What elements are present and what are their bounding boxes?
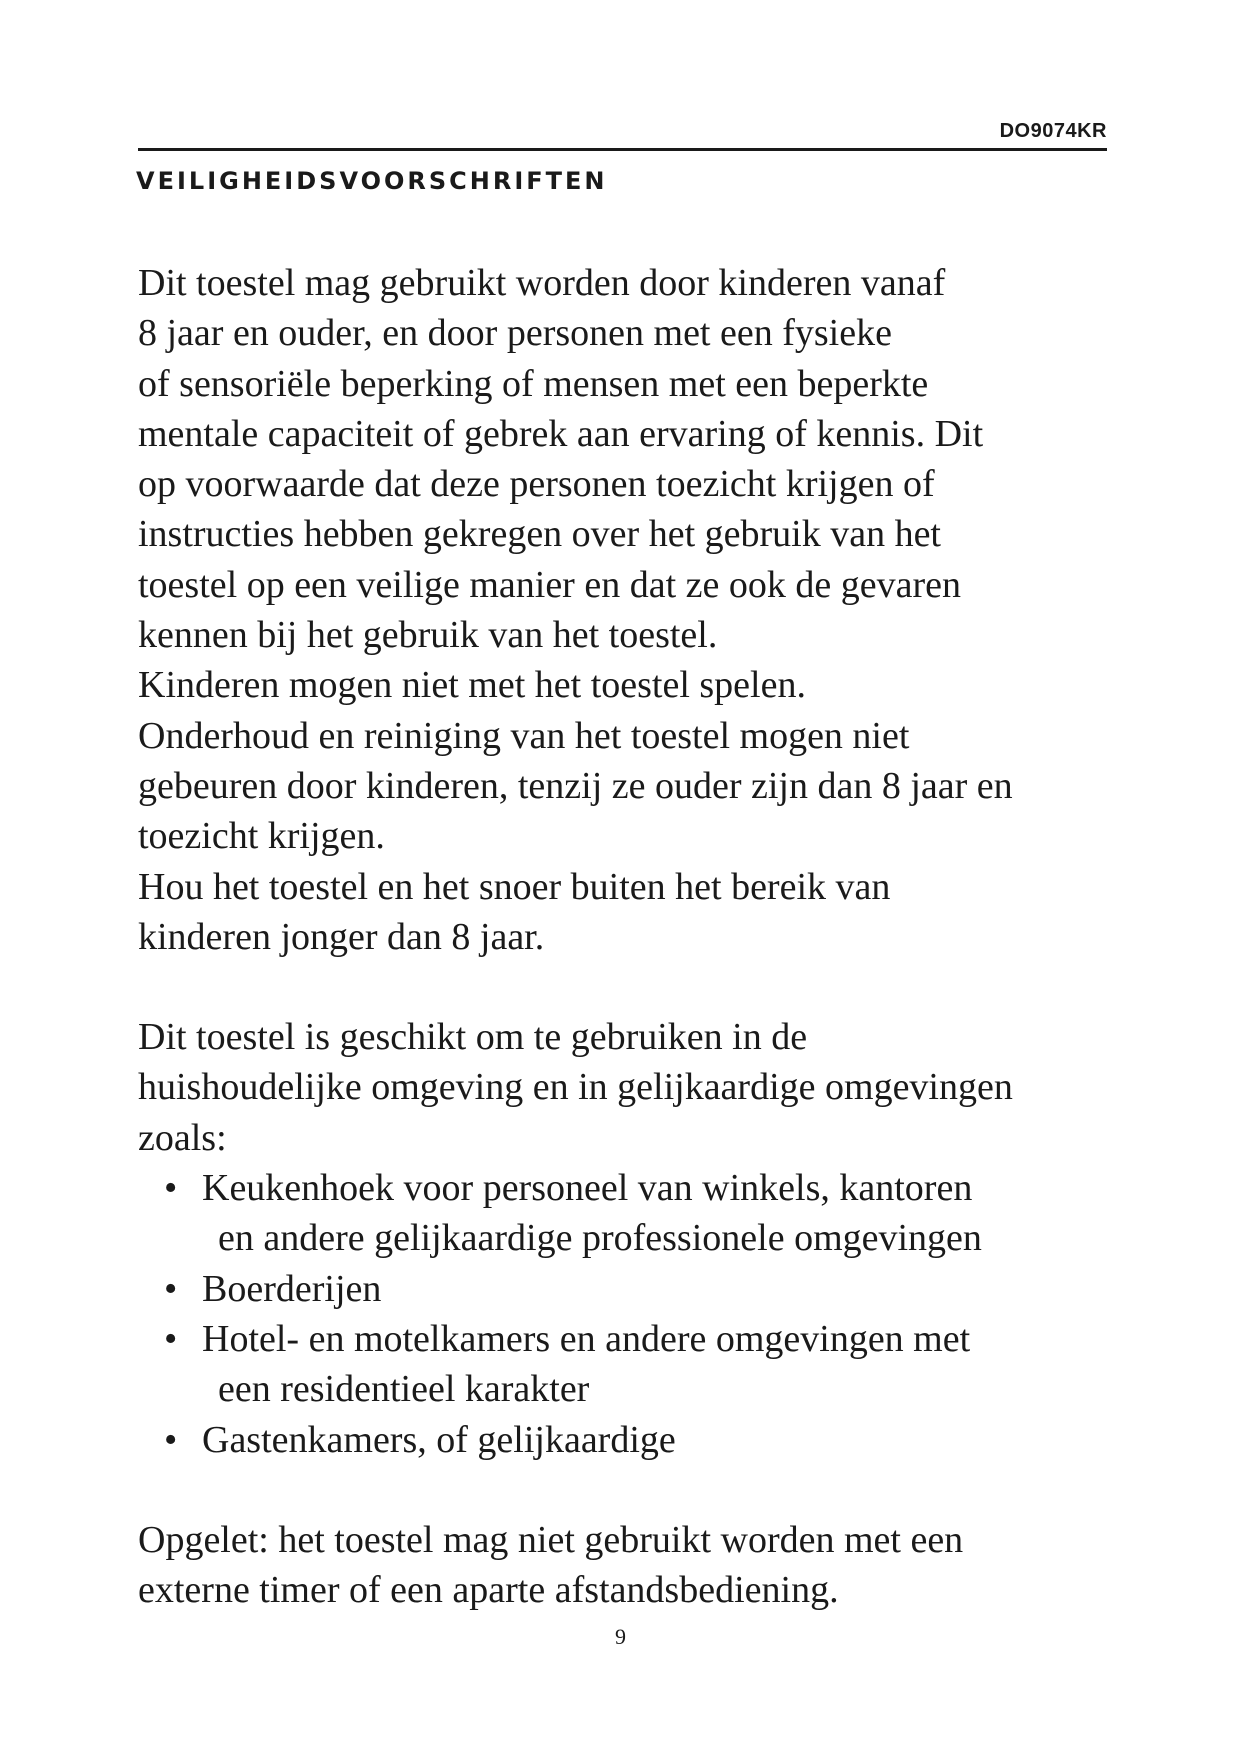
list-item-text: Keukenhoek voor personeel van winkels, kantoren	[202, 1167, 973, 1210]
paragraph-spacer	[138, 1465, 1118, 1515]
list-item	[138, 1163, 1118, 1264]
text-line: externe timer of een aparte afstandsbediening.	[138, 1569, 839, 1612]
list-item-continuation: een residentieel karakter	[218, 1368, 590, 1411]
page-number: 9	[615, 1624, 626, 1649]
text-line: op voorwaarde dat deze personen toezicht krijgen of	[138, 463, 935, 506]
model-code: DO9074KR	[999, 120, 1107, 142]
text-line: instructies hebben gekregen over het gebruik van het	[138, 513, 941, 556]
text-line: huishoudelijke omgeving en in gelijkaardige omgevingen	[138, 1066, 1013, 1109]
paragraph-usage-environments	[138, 1012, 1118, 1465]
text-line: Onderhoud en reiniging van het toestel mogen niet	[138, 714, 910, 757]
list-item-text: Hotel- en motelkamers en andere omgevingen met	[202, 1317, 971, 1360]
text-line: kennen bij het gebruik van het toestel.	[138, 614, 718, 657]
text-line: kinderen jonger dan 8 jaar.	[138, 915, 545, 958]
text-line: of sensoriële beperking of mensen met een beperkte	[138, 362, 929, 405]
bullet-icon: •	[164, 1418, 178, 1461]
bullet-icon: •	[164, 1267, 178, 1310]
text-line: toestel op een veilige manier en dat ze ook de gevaren	[138, 563, 961, 606]
page-content	[138, 258, 1118, 1615]
paragraph-safety-children	[138, 258, 1118, 962]
text-line: zoals:	[138, 1116, 227, 1159]
text-line: Dit toestel is geschikt om te gebruiken in de	[138, 1016, 808, 1059]
text-line: toezicht krijgen.	[138, 815, 385, 858]
page-title: veiligheidsvoorschriften	[136, 158, 608, 198]
list-item-continuation: en andere gelijkaardige professionele omgevingen	[218, 1217, 982, 1260]
text-line: 8 jaar en ouder, en door personen met een fysieke	[138, 312, 892, 355]
list-item	[138, 1314, 1118, 1415]
text-line: Opgelet: het toestel mag niet gebruikt worden met een	[138, 1518, 964, 1561]
list-item-text: Boerderijen	[202, 1267, 382, 1310]
bullet-icon: •	[164, 1317, 178, 1360]
text-line: Kinderen mogen niet met het toestel spelen.	[138, 664, 806, 707]
list-item	[138, 1415, 1118, 1465]
paragraph-timer-warning	[138, 1515, 1118, 1616]
text-line: gebeuren door kinderen, tenzij ze ouder zijn dan 8 jaar en	[138, 764, 1013, 807]
text-line: Dit toestel mag gebruikt worden door kinderen vanaf	[138, 262, 946, 304]
environment-list	[138, 1163, 1118, 1465]
text-line: Hou het toestel en het snoer buiten het bereik van	[138, 865, 891, 908]
text-line: mentale capaciteit of gebrek aan ervaring of kennis. Dit	[138, 412, 984, 455]
paragraph-spacer	[138, 962, 1118, 1012]
header-rule	[138, 148, 1107, 151]
list-item	[138, 1264, 1118, 1314]
list-item-text: Gastenkamers, of gelijkaardige	[202, 1418, 676, 1461]
bullet-icon: •	[164, 1167, 178, 1210]
